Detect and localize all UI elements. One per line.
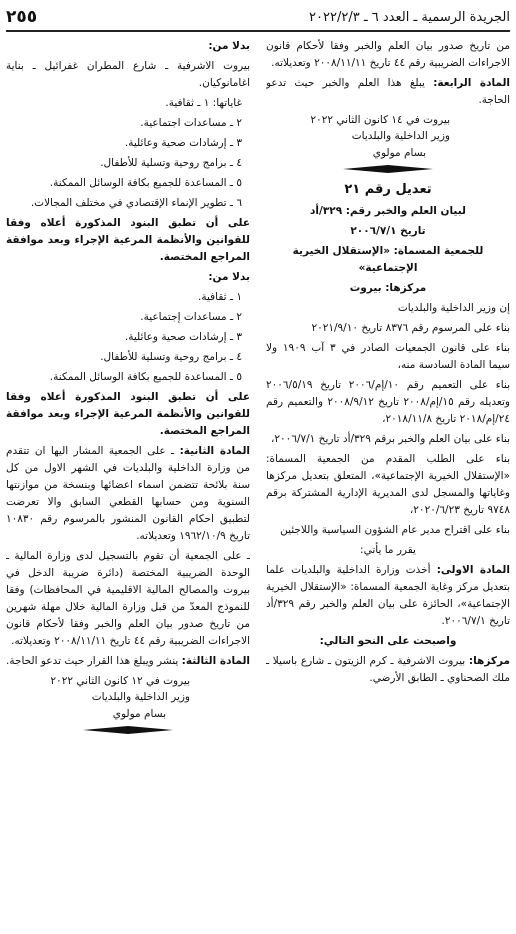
amendment-subtitle: لبيان العلم والخبر رقم: ٣٢٩/أد <box>310 204 466 217</box>
paragraph: بناء على بيان العلم والخبر برقم ٣٢٩/أد تاريخ ٢٠٠٦/٧/١، <box>271 432 510 445</box>
paragraph: بناء على المرسوم رقم ٨٣٧٦ تاريخ ٢٠٢١/٩/١٠ <box>311 321 510 334</box>
instead-of-label: بدلا من: <box>208 271 250 283</box>
list-item: ٤ ـ برامج روحية وتسلية للأطفال. <box>100 157 242 169</box>
paragraph: بناء على الطلب المقدم من الجمعية المسماة: «الإستقلال الخيرية الإجتماعية»، المتعلق بتعديل مركزها وغاياتها والمسجل لدى المديرية الإدارية المشتركة برقم ٩٧٤٨ تاريخ ٢٠٢٠/٦/٢٣، <box>266 452 510 516</box>
instead-of-label: بدلا من: <box>208 40 250 52</box>
article-label: المادة الثانية: <box>179 445 250 457</box>
page-header <box>6 4 510 32</box>
field-text: بيروت الاشرفية ـ كرم الزيتون ـ شارع باسيلا ـ ملك الصحناوي ـ الطابق الأرضي. <box>266 654 510 684</box>
amendment-subtitle: مركزها: بيروت <box>349 281 427 294</box>
list-item: ٣ ـ إرشادات صحية وعائلية. <box>124 137 242 149</box>
paragraph: بناء على التعميم رقم ١٠/إم/٢٠٠٦ تاريخ ٢٠٠٦/٥/١٩ وتعديله رقم ١٥/إم/٢٠٠٨ تاريخ ٢٠٠٨/٩/١٢ والتعميم رقم ٢٤/إم/٢٠١٨ تاريخ ٢٠١٨/١١/٨، <box>266 378 510 425</box>
article-three <box>6 653 250 670</box>
diamond-rule-icon <box>343 165 433 173</box>
condition-paragraph: على أن تطبق البنود المذكورة أعلاه وفقا للقوانين والأنظمة المرعية الإجراء وبعد موافقة المراجع المختصة. <box>6 217 250 263</box>
amendment-subtitle: للجمعية المسماة: «الإستقلال الخيرية الإجتماعية» <box>292 244 484 274</box>
article-text: ينشر ويبلغ هذا القرار حيث تدعو الحاجة. <box>6 655 179 667</box>
page-number: ٢٥٥ <box>6 7 38 27</box>
field-label: مركزها: <box>468 654 510 667</box>
article-text: أخذت وزارة الداخلية والبلديات علما بتعديل مركز وغاية الجمعية المسماة: «الإستقلال الخيرية الإجتماعية»، الحائزة على بيان العلم والخبر رقم ٣٢٩/أد تاريخ ٢٠٠٦/٧/١. <box>266 563 510 627</box>
signature-date: بيروت في ١٤ كانون الثاني ٢٠٢٢ <box>310 114 450 126</box>
list-item: ٢ ـ مساعدات اجتماعية. <box>140 117 242 129</box>
article-text: يبلغ هذا العلم والخبر حيث تدعو الحاجة. <box>266 77 510 106</box>
list-item: ٤ ـ برامج روحية وتسلية للأطفال. <box>100 351 242 363</box>
headquarters <box>266 653 510 687</box>
list-item: غاياتها: ١ ـ ثقافية. <box>165 97 242 109</box>
article-label: المادة الثالثة: <box>181 655 250 667</box>
amendment-subtitle: تاريخ ٢٠٠٦/٧/١ <box>350 224 426 237</box>
article-two <box>6 443 250 545</box>
article-four <box>266 75 510 109</box>
list-item: ٥ ـ المساعدة للجميع بكافة الوسائل الممكنة. <box>49 371 242 383</box>
list-item: ١ ـ ثقافية. <box>198 291 242 303</box>
signature-block <box>266 112 510 161</box>
paragraph: إن وزير الداخلية والبلديات <box>397 301 510 314</box>
paragraph: بيروت الاشرفية ـ شارع المطران غفرائيل ـ بناية اغامانوكيان. <box>6 60 250 89</box>
signature-title: وزير الداخلية والبلديات <box>91 691 190 704</box>
article-label: المادة الاولى: <box>436 563 510 576</box>
decision-heading: يقرر ما يأتي: <box>360 543 416 556</box>
paragraph: بناء على اقتراح مدير عام الشؤون السياسية واللاجئين <box>280 523 510 536</box>
signature-name: بسام مولوي <box>112 707 166 720</box>
signature-name: بسام مولوي <box>372 146 426 159</box>
article-text: ـ على الجمعية المشار اليها ان تتقدم من وزارة الداخلية والبلديات في الشهر الاول من كل سنة بلائحة تتضمن اسماء اعضائها وبنسخة من موازنتها السنوية ومن حسابها القطعي السابق والا تعرضت لتطبيق احكام القانون المنشور بالمرسوم رقم ١٠٨٣٠ تاريخ ١٩٦٢/١٠/٩ وتعديلاته. <box>6 445 250 542</box>
list-item: ٣ ـ إرشادات صحية وعائلية. <box>124 331 242 343</box>
paragraph: من تاريخ صدور بيان العلم والخبر وفقا لأحكام قانون الاجراءات الضريبية رقم ٤٤ تاريخ ٢٠٠٨/١١/١١ وتعديلاته. <box>266 40 510 69</box>
paragraph: ـ على الجمعية أن تقوم بالتسجيل لدى وزارة المالية ـ الوحدة الضريبية المختصة (دائرة ضريبة الدخل في بيروت والمصالح المالية الاقليمية في المحافظات) وفقا للنموذج المعدّ من قبل وزارة المالية خلال مهلة شهرين من تاريخ صدور بيان العلم والخبر وفقا لأحكام قانون الاجراءات الضريبية رقم ٤٤ تاريخ ٢٠٠٨/١١/١١ وتعديلاته. <box>6 550 250 647</box>
condition-paragraph: على أن تطبق البنود المذكورة أعلاه وفقا للقوانين والأنظمة المرعية الإجراء وبعد موافقة المراجع المختصة. <box>6 391 250 437</box>
section-separator <box>266 165 510 173</box>
signature-block <box>6 673 250 722</box>
article-label: المادة الرابعة: <box>433 77 510 89</box>
left-column <box>6 38 250 926</box>
list-item: ٢ ـ مساعدات إجتماعية. <box>140 311 242 323</box>
right-column <box>266 38 510 926</box>
subheading: واصبحت على النحو التالي: <box>319 634 457 647</box>
diamond-rule-icon <box>83 726 173 734</box>
signature-date: بيروت في ١٢ كانون الثاني ٢٠٢٢ <box>50 675 190 687</box>
article-one <box>266 562 510 630</box>
list-item: ٦ ـ تطوير الإنماء الإقتصادي في مختلف المجالات. <box>30 197 242 209</box>
paragraph: بناء على قانون الجمعيات الصادر في ٣ آب ١٩٠٩ ولا سيما المادة السادسة منه، <box>266 341 510 371</box>
signature-title: وزير الداخلية والبلديات <box>351 130 450 143</box>
gazette-title: الجريدة الرسمية ـ العدد ٦ ـ ٢٠٢٢/٢/٣ <box>309 9 510 25</box>
list-item: ٥ ـ المساعدة للجميع بكافة الوسائل الممكنة. <box>49 177 242 189</box>
section-separator <box>6 726 250 734</box>
amendment-title: تعديل رقم ٢١ <box>344 181 432 197</box>
